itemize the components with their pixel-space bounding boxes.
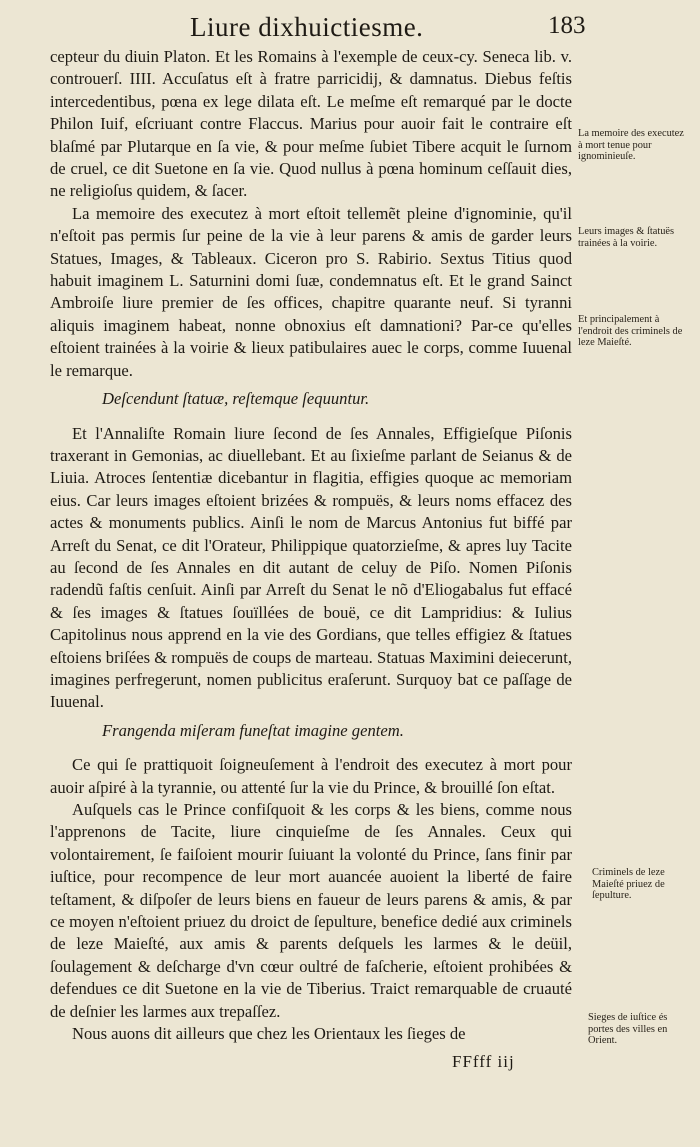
- paragraph: cepteur du diuin Platon. Et les Romains à l'exemple de ceux-cy. Seneca lib. v. controuerſ. IIII. Accuſatus eſt à fratre parricidij, & damnatus. Diebus feſtis intercedentibus, pœna ex lege dilata eſt. Le meſme eſt remarqué par le docte Philon Iuif, eſcriuant contre Flaccus. Marius pour auoir fait le contraire eſt blaſmé par Plutarque en ſa vie, & pour meſme ſubiet Tibere acquit le ſurnom de cruel, ce dit Suetone en ſa vie. Quod nullus à pœna hominum ceſſauit dies, ne religioſus quidem, & ſacer.: [50, 47, 572, 201]
- paragraph: Nous auons dit ailleurs que chez les Orientaux les ſieges de: [72, 1024, 466, 1044]
- marginal-note: Criminels de leze Maieſté priuez de ſepulture.: [592, 867, 665, 902]
- signature-mark: FFfff iij: [452, 1052, 515, 1071]
- verse-quotation: Deſcendunt ſtatuæ, reſtemque ſequuntur.: [102, 389, 370, 409]
- marginal-note: La memoire des executez à mort tenue pour ignominieuſe.: [578, 128, 684, 163]
- verse-quotation: Frangenda miſeram funeſtat imagine gentem.: [102, 720, 404, 740]
- running-head: Liure dixhuictiesme.: [190, 12, 424, 42]
- page-number: 183: [548, 12, 586, 39]
- marginal-note: Sieges de iuſtice és portes des villes en Orient.: [588, 1012, 668, 1047]
- main-text: [50, 46, 572, 1045]
- marginal-note: Leurs images & ſtatuës trainées à la voirie.: [578, 226, 675, 249]
- paragraph: Et l'Annaliſte Romain liure ſecond de ſes Annales, Effigieſque Piſonis traxerant in Gemonias, ac diuellebant. Et au ſixieſme parlant de Seianus & de Liuia. Atroces ſententiæ dicebantur in flagitia, effigies quoque ac memoriam eius. Car leurs images eſtoient brizées & rompuës, & leurs noms effacez des actes & monuments publics. Ainſi le nom de Marcus Antonius fut biffé par Arreſt du Senat, ce dit l'Orateur, Philippique quatorzieſme, & apres luy Tacite au ſecond de ſes Annales en dit autant de celuy de Piſo. Nomen Piſonis radendũ faſtis cenſuit. Ainſi par Arreſt du Senat le nõ d'Eliogabalus fut effacé & ſes images & ſtatues ſouïllées de bouë, ce dit Lampridius: & Iulius Capitolinus nous apprend en la vie des Gordians, que telles effigiez & ſtatues eſtoiens briſées & rompuës de coups de marteau. Statuas Maximini deiecerunt, imagines perfregerunt, nomen publicitus eraſerunt. Surquoy bat ce paſſage de Iuuenal.: [50, 423, 572, 712]
- paragraph: Auſquels cas le Prince confiſquoit & les corps & les biens, comme nous l'apprenons de Tacite, liure cinquieſme de ſes Annales. Ceux qui volontairement, ſe faiſoient mourir ſuiuant la volonté du Prince, ſans finir par iuſtice, pour recompence de leur mort auancée auoient la liberté de faire teſtament, & diſpoſer de leurs biens en faueur de leurs parens & amis, & par ce moyen n'eſtoient priuez du droict de ſepulture, benefice dedié aux criminels de leze Maieſté, aux amis & parents deſquels les larmes & le deüil, ſoulagement & deſcharge d'vn cœur oultré de faſcherie, eſtoient prohibées & defendues ce dit Suetone en la vie de Tiberius. Traict remarquable de cruauté de deſnier les larmes aux trepaſſez.: [50, 800, 572, 1021]
- page-header: [0, 0, 700, 52]
- paragraph: La memoire des executez à mort eſtoit tellemẽt pleine d'ignominie, qu'il n'eſtoit pas permis ſur peine de la vie à leur parens & amis de garder leurs Statues, Images, & Tableaux. Ciceron pro S. Rabirio. Sextus Titius quod habuit imaginem L. Saturnini domi ſuæ, condemnatus eſt. Et le grand Sainct Ambroiſe liure premier de ſes offices, chapitre quarante neuf. Si tyranni aliquis imaginem habeat, nonne obnoxius eſt damnationi? Par-ce qu'elles eſtoient trainées à la voirie & lieux patibulaires auec le corps, comme Iuuenal le remarque.: [50, 203, 572, 380]
- paragraph: Ce qui ſe prattiquoit ſoigneuſement à l'endroit des executez à mort pour auoir aſpiré à la tyrannie, ou attenté ſur la vie du Prince, & brouillé ſon eſtat.: [50, 755, 572, 797]
- marginal-note: Et principalement à l'endroit des criminels de leze Maieſté.: [578, 314, 683, 349]
